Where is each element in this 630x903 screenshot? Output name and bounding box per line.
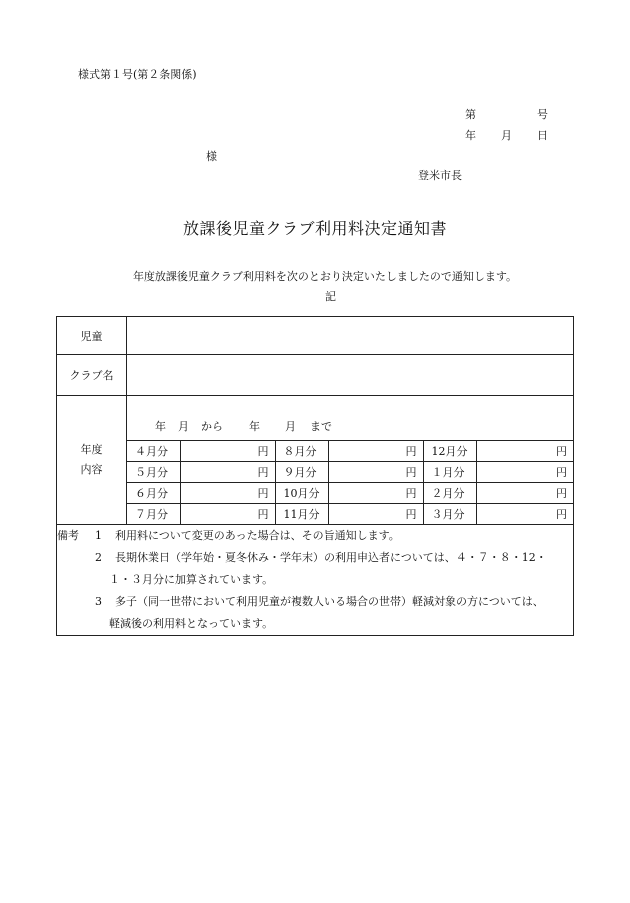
month-row <box>127 483 573 504</box>
document-number-suffix: 号 <box>537 108 548 121</box>
month-label: ４月分 <box>127 441 180 462</box>
period-month-2: 月 <box>285 420 296 433</box>
note-1-text: 利用料について変更のあった場合は、その旨通知します。 <box>115 529 400 542</box>
fee-cell[interactable]: 円 <box>328 504 423 525</box>
document-number-prefix: 第 <box>465 108 476 121</box>
note-2-text-continued: １・３月分に加算されています。 <box>109 573 274 586</box>
fee-cell[interactable]: 円 <box>476 441 573 462</box>
child-field[interactable] <box>127 317 574 355</box>
club-label: クラブ名 <box>57 355 127 396</box>
month-label: ７月分 <box>127 504 180 525</box>
month-label: ３月分 <box>423 504 476 525</box>
date-year: 年 <box>465 129 476 142</box>
period-year-1: 年 <box>155 420 166 433</box>
month-label: ２月分 <box>423 483 476 504</box>
month-label: 10月分 <box>275 483 328 504</box>
note-3-text: 多子（同一世帯において利用児童が複数人いる場合の世帯）軽減対象の方については、 <box>115 595 544 608</box>
month-label: ６月分 <box>127 483 180 504</box>
month-row <box>127 441 573 462</box>
month-label: １月分 <box>423 462 476 483</box>
content-label-year: 年度 <box>80 443 103 456</box>
child-label: 児童 <box>57 317 127 355</box>
form-number: 様式第１号(第２条関係) <box>78 68 197 81</box>
note-3-continued <box>57 613 573 635</box>
note-1-number: 1 <box>95 529 102 542</box>
note-2-text: 長期休業日（学年始・夏冬休み・学年末）の利用申込者については、４・７・８・12・ <box>115 551 547 564</box>
content-row <box>57 396 574 525</box>
bikou-label: 備考 <box>57 529 79 542</box>
content-label <box>57 396 127 525</box>
fee-cell[interactable]: 円 <box>180 462 275 483</box>
monthly-fee-grid <box>127 440 573 524</box>
fee-cell[interactable]: 円 <box>328 441 423 462</box>
intro-text: 年度放課後児童クラブ利用料を次のとおり決定いたしましたので通知します。 <box>132 270 518 283</box>
recipient-honorific: 様 <box>206 150 217 163</box>
fee-cell[interactable]: 円 <box>476 462 573 483</box>
period-line <box>127 396 573 440</box>
period-from: から <box>201 420 223 433</box>
note-3-text-continued: 軽減後の利用料となっています。 <box>109 617 274 630</box>
date-month: 月 <box>501 129 512 142</box>
fee-table <box>56 316 574 636</box>
month-label: 12月分 <box>423 441 476 462</box>
fee-cell[interactable]: 円 <box>476 504 573 525</box>
fee-cell[interactable]: 円 <box>180 441 275 462</box>
month-label: ８月分 <box>275 441 328 462</box>
date-day: 日 <box>537 129 548 142</box>
note-2-number: 2 <box>95 551 102 564</box>
month-label: ９月分 <box>275 462 328 483</box>
note-3 <box>57 591 573 613</box>
note-2 <box>57 547 573 569</box>
period-until: まで <box>310 420 332 433</box>
ki-label: 記 <box>325 290 336 303</box>
month-row <box>127 504 573 525</box>
fee-cell[interactable]: 円 <box>476 483 573 504</box>
notes-cell <box>57 525 574 636</box>
note-2-continued <box>57 569 573 591</box>
fee-cell[interactable]: 円 <box>180 483 275 504</box>
notes-row <box>57 525 574 636</box>
content-cell <box>127 396 574 525</box>
period-year-2: 年 <box>249 420 260 433</box>
period-month-1: 月 <box>178 420 189 433</box>
fee-cell[interactable]: 円 <box>328 483 423 504</box>
fee-cell[interactable]: 円 <box>180 504 275 525</box>
club-field[interactable] <box>127 355 574 396</box>
document-title: 放課後児童クラブ利用料決定通知書 <box>182 219 447 238</box>
note-3-number: 3 <box>95 595 102 608</box>
fee-cell[interactable]: 円 <box>328 462 423 483</box>
club-row <box>57 355 574 396</box>
child-row <box>57 317 574 355</box>
content-label-content: 内容 <box>80 463 103 476</box>
issuer-name: 登米市長 <box>418 169 462 182</box>
month-label: 11月分 <box>275 504 328 525</box>
month-label: ５月分 <box>127 462 180 483</box>
month-row <box>127 462 573 483</box>
note-1 <box>57 525 573 547</box>
